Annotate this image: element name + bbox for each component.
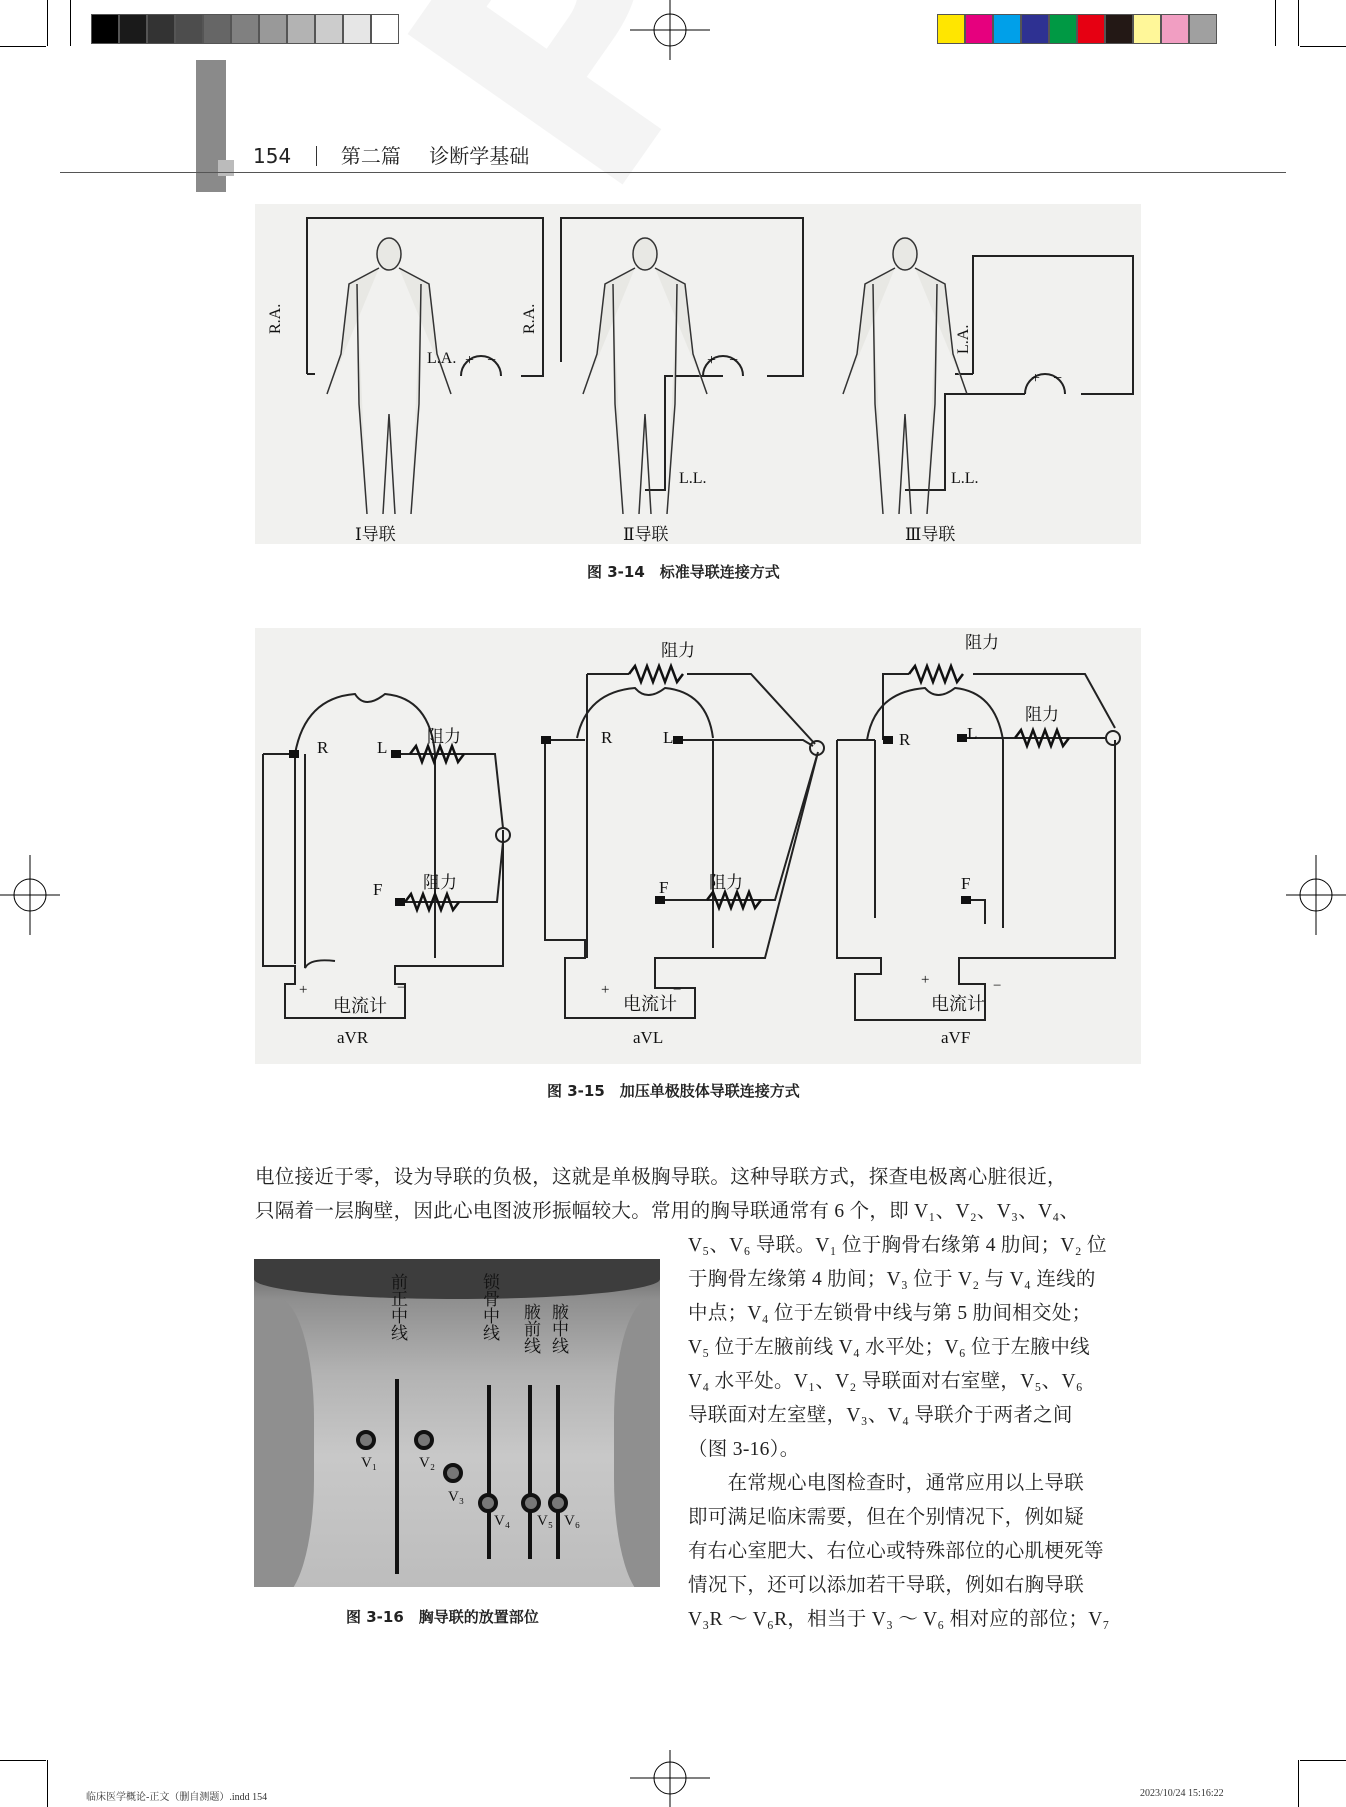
gray-swatch — [287, 14, 315, 44]
avf-l-label: L — [967, 724, 978, 743]
avf-resistor-label: 阻力 — [965, 633, 999, 652]
lead2-ra-label: R.A. — [521, 303, 538, 334]
figure-3-16-photo — [254, 1259, 660, 1587]
crop-mark — [0, 46, 46, 47]
right-column-line: 导联面对左室壁，V₃、V₄ 导联介于两者之间 — [688, 1405, 1073, 1426]
figure-3-15: R L F 阻力 阻力 + − 电流计 aVR R L F 阻力 阻力 + − 电流计 aVL R L F 阻力 阻力 + − 电流计 aVF — [255, 628, 1141, 1064]
lead2-minus: − — [729, 352, 739, 369]
process-swatch — [993, 14, 1021, 44]
paragraph-line: 只隔着一层胸壁，因此心电图波形振幅较大。常用的胸导联通常有 6 个，即 V₁、V₂、V₃、V₄、 — [255, 1201, 1080, 1222]
crop-mark — [47, 1760, 48, 1807]
lead1-label: Ⅰ导联 — [355, 525, 396, 544]
process-swatch — [1133, 14, 1161, 44]
lead3-minus: − — [1053, 370, 1063, 387]
crop-mark — [1300, 46, 1346, 47]
lead1-minus: − — [487, 352, 497, 369]
standard-leads-diagram — [255, 204, 1141, 544]
avl-resistor-label: 阻力 — [709, 873, 743, 892]
process-swatch — [937, 14, 965, 44]
right-column-line: V₃R ～ V₆R，相当于 V₃ ～ V₆ 相对应的部位；V₇ — [688, 1609, 1110, 1630]
lead1-plus: + — [465, 352, 475, 369]
anterior-axillary-label: 腋前线 — [521, 1303, 540, 1354]
crop-mark — [1275, 0, 1276, 46]
avr-r-label: R — [317, 738, 329, 757]
gray-swatch — [315, 14, 343, 44]
avl-meter-label: 电流计 — [623, 994, 677, 1014]
registration-mark-icon — [0, 840, 60, 950]
avr-label: aVR — [337, 1028, 369, 1047]
lead1-ra-label: R.A. — [267, 303, 284, 334]
avr-resistor-label: 阻力 — [423, 873, 457, 892]
process-swatch — [1189, 14, 1217, 44]
v1-label: V₁ — [361, 1455, 378, 1471]
lead3-plus: + — [1031, 370, 1041, 387]
lead3-ll-label: L.L. — [951, 470, 979, 487]
lead3-label: Ⅲ导联 — [905, 525, 956, 544]
process-swatch — [1077, 14, 1105, 44]
paragraph-line: 电位接近于零，设为导联的负极，这就是单极胸导联。这种导联方式，探查电极离心脏很近， — [255, 1167, 1067, 1188]
avf-r-label: R — [899, 730, 911, 749]
right-column-line: （图 3-16）。 — [688, 1439, 800, 1460]
footer-file: 临床医学概论-正文（删自测题）.indd 154 — [86, 1792, 268, 1803]
part-title: 第二篇 — [340, 144, 401, 168]
lead3-la-label: L.A. — [955, 324, 972, 354]
clavicle-line-label: 锁骨中线 — [480, 1273, 499, 1341]
augmented-leads-diagram — [255, 628, 1141, 1064]
crop-mark — [0, 1760, 46, 1761]
avl-r-label: R — [601, 728, 613, 747]
figure-3-14 — [255, 204, 1141, 544]
process-swatch — [1161, 14, 1189, 44]
gray-swatch — [203, 14, 231, 44]
avr-l-label: L — [377, 738, 388, 757]
avl-label: aVL — [633, 1028, 664, 1047]
registration-mark-icon — [620, 1750, 720, 1807]
lead2-plus: + — [707, 352, 717, 369]
process-swatch — [1105, 14, 1133, 44]
right-column-line: 情况下，还可以添加若干导联，例如右胸导联 — [688, 1575, 1085, 1596]
chest-lead-lines — [254, 1259, 660, 1587]
page-number: 154 — [253, 144, 292, 168]
process-swatch — [1021, 14, 1049, 44]
right-column-line: V₄ 水平处。V₁、V₂ 导联面对右室壁，V₅、V₆ — [688, 1371, 1083, 1392]
mid-axillary-label: 腋中线 — [549, 1303, 568, 1354]
avf-f-label: F — [961, 874, 971, 893]
process-swatch — [965, 14, 993, 44]
crop-mark — [1298, 0, 1299, 46]
avr-f-label: F — [373, 880, 383, 899]
crop-mark — [70, 0, 71, 46]
registration-mark-icon — [620, 0, 720, 60]
process-swatch — [1049, 14, 1077, 44]
v4-label: V₄ — [494, 1513, 511, 1529]
registration-mark-icon — [1286, 840, 1346, 950]
right-column-line: 中点；V₄ 位于左锁骨中线与第 5 肋间相交处； — [688, 1303, 1092, 1324]
avr-resistor-label: 阻力 — [427, 727, 461, 746]
chapter-title: 诊断学基础 — [429, 144, 530, 168]
gray-swatch — [371, 14, 399, 44]
right-column-line: 于胸骨左缘第 4 肋间；V₃ 位于 V₂ 与 V₄ 连线的 — [688, 1269, 1096, 1290]
lead2-label: Ⅱ导联 — [623, 525, 669, 544]
right-column-line: V₅ 位于左腋前线 V₄ 水平处；V₆ 位于左腋中线 — [688, 1337, 1090, 1358]
figure-3-16-caption: 图 3-16 胸导联的放置部位 — [346, 1608, 539, 1626]
gray-swatch — [119, 14, 147, 44]
running-header — [253, 140, 529, 169]
right-column-line: 即可满足临床需要，但在个别情况下，例如疑 — [688, 1507, 1085, 1528]
figure-3-15-caption: 图 3-15 加压单极肢体导联连接方式 — [547, 1082, 800, 1100]
avf-meter-label: 电流计 — [931, 994, 985, 1014]
v6-label: V₆ — [564, 1513, 581, 1529]
crop-mark — [1298, 1760, 1299, 1807]
lead1-la-label: L.A. — [427, 350, 457, 367]
right-column-line: V₅、V₆ 导联。V₁ 位于胸骨右缘第 4 肋间；V₂ 位 — [688, 1235, 1107, 1256]
crop-mark — [47, 0, 48, 46]
gray-swatch — [175, 14, 203, 44]
avl-resistor-label: 阻力 — [661, 641, 695, 660]
right-column-line: 在常规心电图检查时，通常应用以上导联 — [688, 1473, 1085, 1494]
right-column-line: 有右心室肥大、右位心或特殊部位的心肌梗死等 — [688, 1541, 1104, 1562]
lead2-ll-label: L.L. — [679, 470, 707, 487]
v5-label: V₅ — [537, 1513, 554, 1529]
gray-swatch — [259, 14, 287, 44]
midline-label: 前正中线 — [388, 1273, 407, 1341]
v3-label: V₃ — [448, 1489, 465, 1505]
avf-label: aVF — [941, 1028, 971, 1047]
gray-swatch — [343, 14, 371, 44]
gray-swatch — [231, 14, 259, 44]
gray-swatch — [147, 14, 175, 44]
header-rule — [60, 172, 1286, 173]
v2-label: V₂ — [419, 1455, 436, 1471]
avl-f-label: F — [659, 878, 669, 897]
avf-resistor-label: 阻力 — [1025, 705, 1059, 724]
avl-l-label: L — [663, 728, 674, 747]
header-tab-accent — [218, 160, 234, 176]
gray-swatch — [91, 14, 119, 44]
figure-3-14-caption: 图 3-14 标准导联连接方式 — [587, 563, 780, 581]
avr-meter-label: 电流计 — [333, 996, 387, 1016]
footer-timestamp: 2023/10/24 15:16:22 — [1140, 1788, 1224, 1799]
crop-mark — [1300, 1760, 1346, 1761]
